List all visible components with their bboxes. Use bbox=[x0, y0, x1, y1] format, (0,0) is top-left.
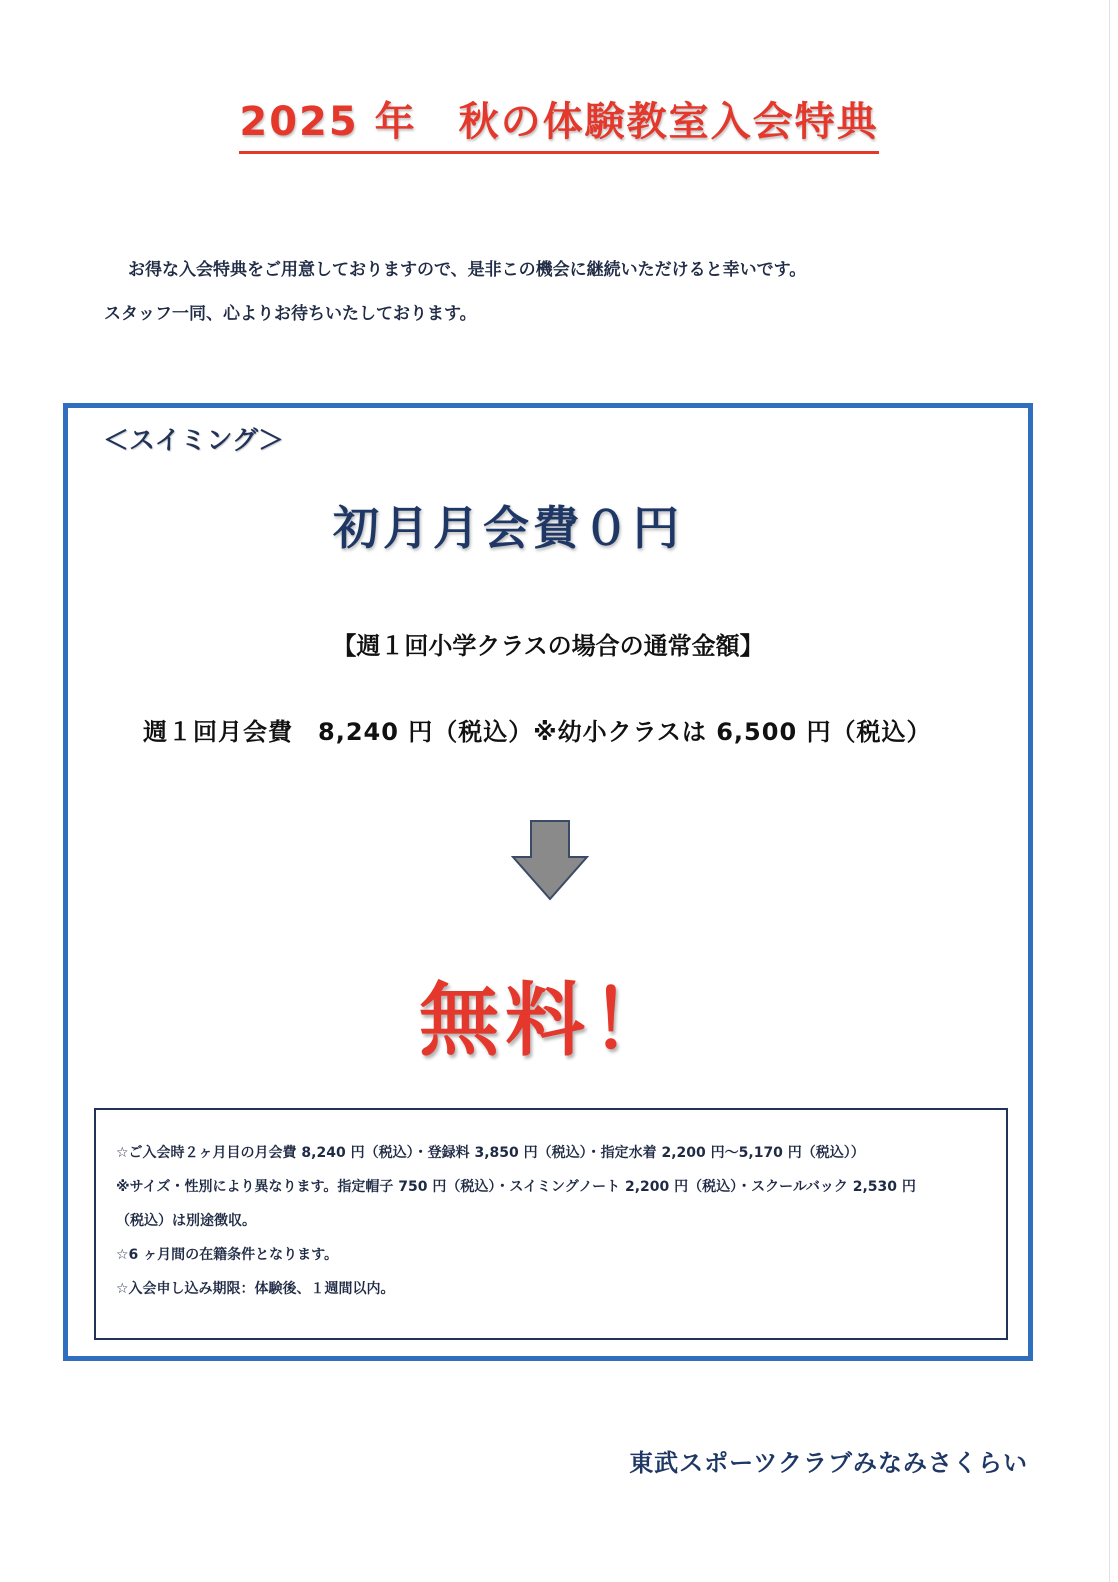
normal-price-heading: 【週１回小学クラスの場合の通常金額】 bbox=[332, 632, 764, 660]
title-wrap bbox=[0, 90, 1118, 154]
offer-headline: 初月月会費０円 bbox=[333, 501, 683, 555]
note-line: （税込）は別途徴収。 bbox=[116, 1213, 256, 1229]
note-line: ※サイズ・性別により異なります。指定帽子 750 円（税込）・スイミングノート 2,200 円（税込）・スクールバック 2,530 円 bbox=[116, 1179, 916, 1195]
free-headline: 無料！ bbox=[419, 974, 677, 1067]
note-line: ☆6 ヶ月間の在籍条件となります。 bbox=[116, 1247, 339, 1263]
swimming-offer-box bbox=[63, 403, 1033, 1361]
intro-line-2: スタッフ一同、心よりお待ちいたしております。 bbox=[104, 304, 477, 324]
notes-box bbox=[94, 1108, 1008, 1340]
page-title: 2025 年 秋の体験教室入会特典 bbox=[239, 90, 878, 154]
club-name: 東武スポーツクラブみなみさくらい bbox=[629, 1449, 1028, 1477]
note-line: ☆入会申し込み期限：体験後、１週間以内。 bbox=[116, 1281, 395, 1297]
down-arrow-icon bbox=[511, 819, 589, 901]
intro-text bbox=[104, 248, 1004, 336]
swimming-heading: ＜スイミング＞ bbox=[103, 426, 284, 456]
note-line: ☆ご入会時２ヶ月目の月会費 8,240 円（税込）・登録料 3,850 円（税込）・指定水着 2,200 円～5,170 円（税込）） bbox=[116, 1145, 865, 1161]
normal-price-text: 週１回月会費 8,240 円（税込）※幼小クラスは 6,500 円（税込） bbox=[143, 718, 932, 746]
intro-line-1: お得な入会特典をご用意しておりますので、是非この機会に継続いただけると幸いです。 bbox=[128, 260, 807, 280]
